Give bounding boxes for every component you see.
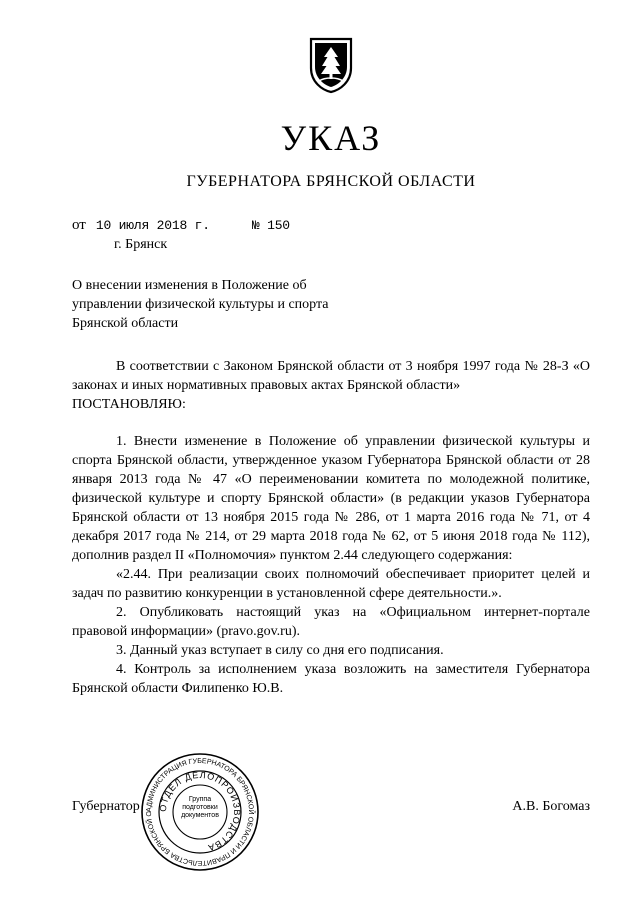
coat-of-arms-icon (308, 36, 354, 94)
date-prefix: от (72, 217, 86, 233)
decree-date: 10 июля 2018 г. (95, 218, 210, 233)
decree-subject: О внесении изменения в Положение об управлении физической культуры и спорта Брянской области (72, 278, 329, 331)
clause-1-quote: «2.44. При реализации своих полномочий обеспечивает приоритет целей и задач по развитию конкуренции в установленной сфере деятельности.». (72, 567, 590, 601)
stamp-center-text: Группа подготовки документов (181, 796, 219, 819)
round-stamp-icon (140, 752, 260, 872)
clause-4: 4. Контроль за исполнением указа возложить на заместителя Губернатора Брянской области Филипенко Ю.В. (72, 662, 590, 696)
clause-3: 3. Данный указ вступает в силу со дня его подписания. (116, 643, 444, 658)
date-number-line (72, 216, 590, 235)
resolve-word: ПОСТАНОВЛЯЮ: (72, 397, 186, 412)
preamble: В соответствии с Законом Брянской области от 3 ноября 1997 года № 28-З «О законах и иных нормативных правовых актах Брянской области» (72, 359, 590, 393)
stamp-outer-text: АДМИНИСТРАЦИЯ ГУБЕРНАТОРА БРЯНСКОЙ ОБЛАСТИ И ПРАВИТЕЛЬСТВА БРЯНСКОЙ О (145, 757, 255, 867)
issuer-title: ГУБЕРНАТОРА БРЯНСКОЙ ОБЛАСТИ (186, 173, 476, 190)
signatory-position: Губернатор (72, 799, 140, 814)
issue-place: г. Брянск (114, 237, 168, 252)
clause-1: 1. Внести изменение в Положение об управлении физической культуры и спорта Брянской области, утвержденное указом Губернатора Брянской области от 28 января 2013 года № 47 «О переименовании комитета по молодежной политике, физической культуре и спорту Брянской области» (в редакции указов Губернатора Брянской области от 13 ноября 2015 года № 286, от 1 марта 2016 года № 71, от 4 декабря 2017 года № 214, от 29 марта 2018 года № 62, от 5 июня 2018 года № 112), дополнив раздел II «Полномочия» пунктом 2.44 следующего содержания: (72, 434, 590, 563)
decree-body (72, 357, 590, 698)
decree-number: № 150 (251, 218, 290, 233)
signatory-name: А.В. Богомаз (512, 799, 590, 814)
clause-2: 2. Опубликовать настоящий указ на «Официальном интернет-портале правовой информации» (pravo.gov.ru). (72, 605, 590, 639)
office-stamp (140, 752, 260, 872)
stamp-inner-text: ОТДЕЛ ДЕЛОПРОИЗВОДСТВА (157, 769, 243, 854)
document-type-title: УКАЗ (280, 118, 382, 158)
